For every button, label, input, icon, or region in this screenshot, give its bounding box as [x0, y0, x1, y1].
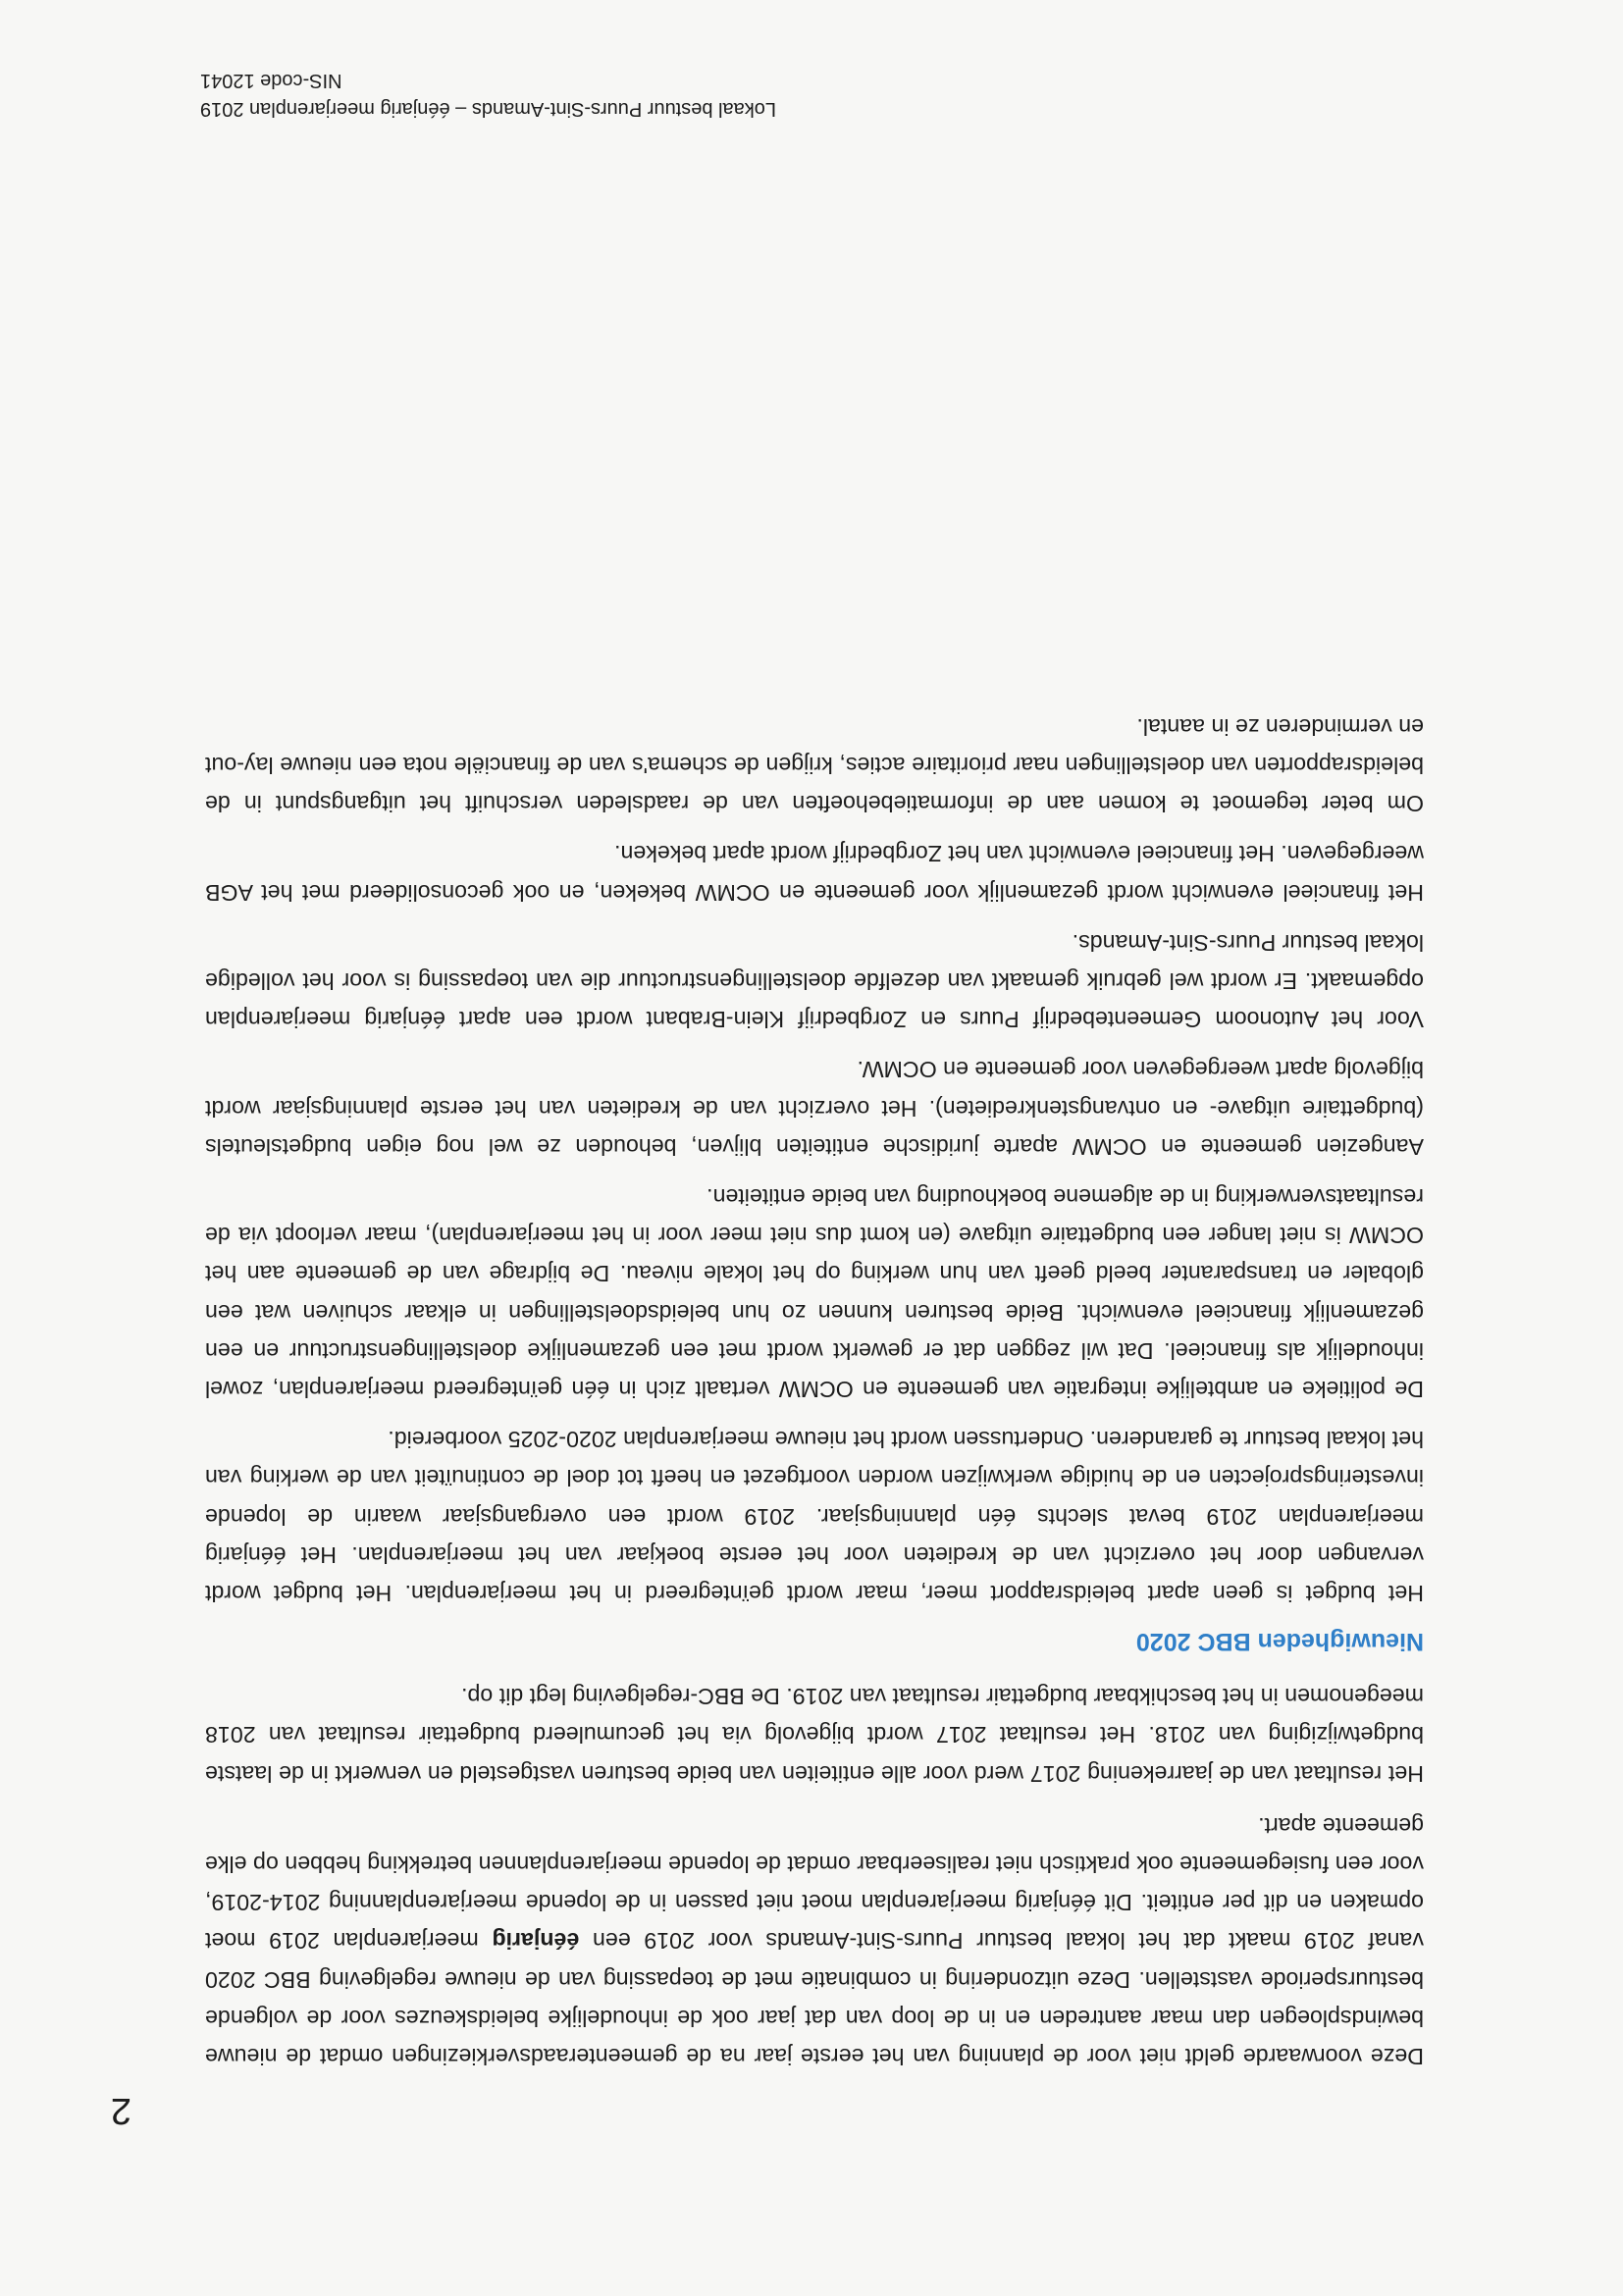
- document-body: [205, 696, 1424, 2076]
- section-paragraph-5: Het financieel evenwicht wordt gezamenlijk voor gemeente en OCMW bekeken, en ook geconsolideerd met het AGB weergegeven. Het financieel evenwicht van het Zorgbedrijf wordt apart bekeken.: [205, 841, 1424, 906]
- section-paragraph-2: De politieke en ambtelijke integratie van gemeente en OCMW vertaalt zich in één geïntegreerd meerjarenplan, zowel inhoudelijk als financieel. Dat wil zeggen dat er gewerkt wordt met een gezamenlijke doelstellingenstructuur en een gezamenlijk financieel evenwicht. Beide besturen kunnen zo hun beleidsdoelstellingen in elkaar schuiven wat een globaler en transparanter beeld geeft van hun werking op het lokale niveau. De bijdrage van de gemeente aan het OCMW is niet langer een budgettaire uitgave (en komt dus niet meer voor in het meerjarenplan), maar verloopt via de resultaatsverwerking in de algemene boekhouding van beide entiteiten.: [205, 1183, 1424, 1402]
- section-heading: Nieuwigheden BBC 2020: [1135, 1627, 1424, 1655]
- section-paragraph-6: Om beter tegemoet te komen aan de informatiebehoeften van de raadsleden verschuift het uitgangspunt in de beleidsrapporten van doelstellingen naar prioritaire acties, krijgen de schema's van de financiële nota een nieuwe lay-out en verminderen ze in aantal.: [205, 713, 1424, 817]
- intro-paragraph-2: Het resultaat van de jaarrekening 2017 werd voor alle entiteiten van beide besturen vastgesteld en verwerkt in de laatste budgetwijziging van 2018. Het resultaat 2017 wordt bijgevolg via het gecumuleerd budgettair resultaat van 2018 meegenomen in het beschikbaar budgettair resultaat van 2019. De BBC-regelgeving legt dit op.: [205, 1684, 1424, 1787]
- emphasis-eenjarig: éénjarig: [492, 1928, 580, 1955]
- page-number: 2: [110, 2090, 131, 2131]
- intro-paragraph-1: [205, 1806, 1424, 2075]
- section-paragraph-4: Voor het Autonoom Gemeentebedrijf Puurs en Zorgbedrijf Klein-Brabant wordt een apart éénjarig meerjarenplan opgemaakt. Er wordt wel gebruik gemaakt van dezelfde doelstellingenstructuur die van toepassing is voor het volledige lokaal bestuur Puurs-Sint-Amands.: [205, 929, 1424, 1033]
- section-paragraph-3: Aangezien gemeente en OCMW aparte juridische entiteiten blijven, behouden ze wel nog eigen budgetsleutels (budgettaire uitgave- en ontvangstenkredieten). Het overzicht van de kredieten van het eerste planningsjaar wordt bijgevolg apart weergegeven voor gemeente en OCMW.: [205, 1057, 1424, 1160]
- footer-nis-code: NIS-code 12041: [200, 70, 342, 91]
- page-footer: [200, 66, 809, 123]
- section-paragraph-1: Het budget is geen apart beleidsrapport meer, maar wordt geïntegreerd in het meerjarenplan. Het budget wordt vervangen door het overzicht van de kredieten voor het eerste boekjaar van het meerjarenplan. Het éénjarig meerjarenplan 2019 bevat slechts één planningsjaar. 2019 wordt een overgangsjaar waarin de lopende investeringsprojecten en de huidige werkwijzen worden voortgezet en heeft tot doel de continuïteit van de werking van het lokaal bestuur te garanderen. Ondertussen wordt het nieuwe meerjarenplan 2020-2025 voorbereid.: [205, 1427, 1424, 1606]
- footer-title: Lokaal bestuur Puurs-Sint-Amands – éénjarig meerjarenplan 2019: [200, 98, 777, 120]
- intro-text-after: meerjarenplan 2019 moet opmaken en dit per entiteit. Dit éénjarig meerjarenplan moet niet passen in de lopende meerjarenplanning 2014-2019, voor een fusiegemeente ook praktisch niet realiseerbaar omdat de lopende meerjarenplannen betrekking hebben op elke gemeente apart.: [205, 1812, 1424, 1955]
- intro-text-before: Deze voorwaarde geldt niet voor de planning van het eerste jaar na de gemeenteraadsverkiezingen omdat de nieuwe bewindsploegen dan maar aantreden en in de loop van dat jaar ook de inhoudelijke beleidskeuzes voor de volgende bestuursperiode vaststellen. Deze uitzondering in combinatie met de toepassing van de nieuwe regelgeving BBC 2020 vanaf 2019 maakt dat het lokaal bestuur Puurs-Sint-Amands voor 2019 een: [205, 1928, 1424, 2069]
